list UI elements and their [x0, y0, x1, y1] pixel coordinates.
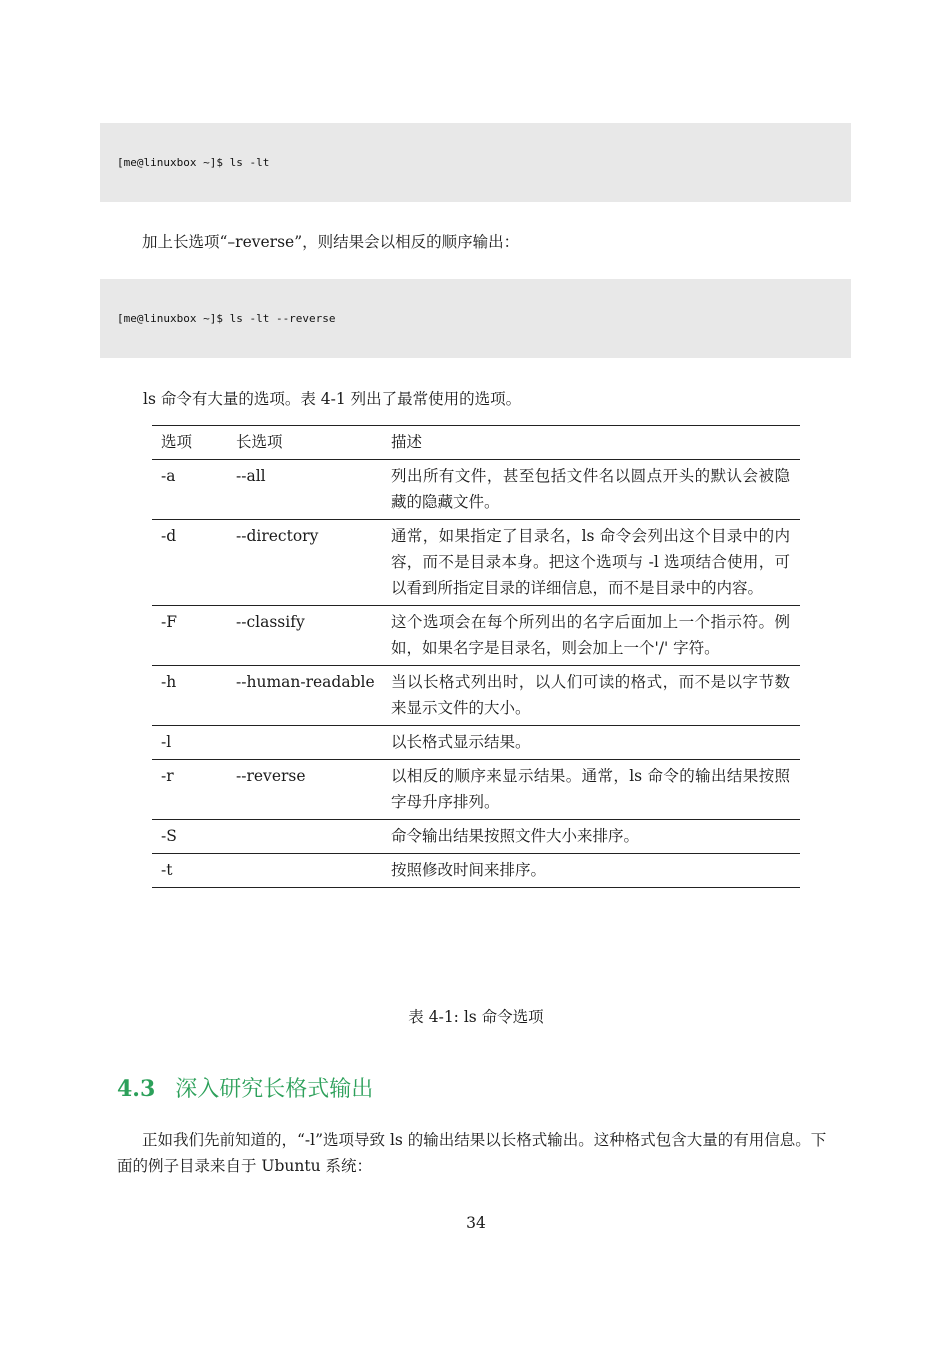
code-block-ls-lt: [me@linuxbox ~]$ ls -lt — [100, 123, 851, 202]
long-option-cell: --classify — [236, 613, 305, 631]
description-cell: 当以长格式列出时，以人们可读的格式，而不是以字节数来显示文件的大小。 — [391, 673, 790, 717]
description-cell: 以长格式显示结果。 — [391, 733, 531, 751]
description-cell: 按照修改时间来排序。 — [391, 861, 547, 879]
long-option-cell: --human-readable — [236, 673, 375, 691]
table-row — [152, 666, 800, 726]
page-number: 34 — [466, 1214, 486, 1232]
option-cell: -h — [161, 673, 177, 691]
section-heading — [117, 1072, 373, 1107]
table-caption: 表 4-1: ls 命令选项 — [408, 1008, 544, 1026]
description-cell: 这个选项会在每个所列出的名字后面加上一个指示符。例如，如果名字是目录名，则会加上一个'/' 字符。 — [391, 613, 790, 657]
header-description: 描述 — [391, 433, 423, 451]
long-option-cell — [227, 820, 382, 854]
paragraph-reverse-intro: 加上长选项“–reverse”，则结果会以相反的顺序输出： — [142, 233, 520, 251]
paragraph-long-format: 正如我们先前知道的，“-l”选项导致 ls 的输出结果以长格式输出。这种格式包含大量的有用信息。下面的例子目录来自于 Ubuntu 系统： — [117, 1131, 827, 1175]
table-row — [152, 606, 800, 666]
table-row — [152, 854, 800, 888]
description-cell: 命令输出结果按照文件大小来排序。 — [391, 827, 640, 845]
long-option-cell: --reverse — [236, 767, 306, 785]
long-option-cell — [227, 726, 382, 760]
option-cell: -d — [161, 527, 177, 545]
table-row — [152, 520, 800, 606]
description-cell: 列出所有文件，甚至包括文件名以圆点开头的默认会被隐藏的隐藏文件。 — [391, 467, 790, 511]
long-option-cell — [227, 854, 382, 888]
option-cell: -a — [161, 467, 176, 485]
header-long-option: 长选项 — [236, 433, 283, 451]
table-row — [152, 460, 800, 520]
option-cell: -S — [161, 827, 177, 845]
long-option-cell: --directory — [236, 527, 319, 545]
table-row — [152, 760, 800, 820]
options-table — [152, 425, 800, 888]
paragraph-options-intro: ls 命令有大量的选项。表 4-1 列出了最常使用的选项。 — [143, 390, 522, 408]
code-block-ls-lt-reverse: [me@linuxbox ~]$ ls -lt --reverse — [100, 279, 851, 358]
header-option: 选项 — [161, 433, 193, 451]
long-option-cell: --all — [236, 467, 266, 485]
option-cell: -r — [161, 767, 174, 785]
table-row — [152, 820, 800, 854]
option-cell: -l — [161, 733, 172, 751]
description-cell: 通常，如果指定了目录名，ls 命令会列出这个目录中的内容，而不是目录本身。把这个选项与 -l 选项结合使用，可以看到所指定目录的详细信息，而不是目录中的内容。 — [391, 527, 790, 597]
section-number: 4.3 — [117, 1076, 156, 1102]
section-title: 深入研究长格式输出 — [175, 1077, 374, 1102]
option-cell: -F — [161, 613, 177, 631]
table-header-row — [152, 426, 800, 460]
description-cell: 以相反的顺序来显示结果。通常，ls 命令的输出结果按照字母升序排列。 — [391, 767, 790, 811]
table-row — [152, 726, 800, 760]
option-cell: -t — [161, 861, 173, 879]
